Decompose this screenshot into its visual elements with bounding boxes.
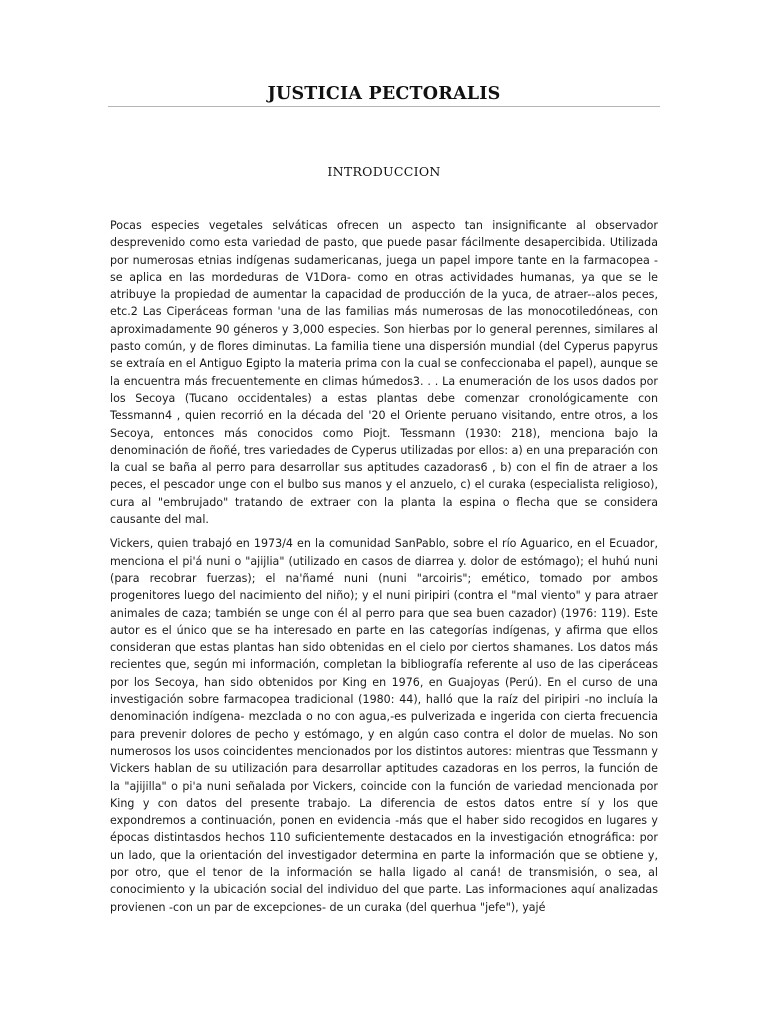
body-text — [110, 217, 658, 923]
document-title: JUSTICIA PECTORALIS — [267, 84, 501, 104]
title-divider — [108, 106, 660, 107]
paragraph: Pocas especies vegetales selváticas ofrecen un aspecto tan insignificante al observador desprevenido como esta variedad de pasto, que puede pasar fácilmente desapercibida. Utilizada por numerosas etnias indígenas sudamericanas, juega un papel impore tante en la farmacopea -se aplica en las mordeduras de V1Dora- como en otras actividades humanas, ya que se le atribuye la propiedad de aumentar la capacidad de producción de la yuca, de atraer--alos peces, etc.2 Las Ciperáceas forman 'una de las familias más numerosas de las monocotiledóneas, con aproximadamente 90 géneros y 3,000 especies. Son hierbas por lo general perennes, similares al pasto común, y de flores diminutas. La familia tiene una dispersión mundial (del Cyperus papyrus se extraía en el Antiguo Egipto la materia prima con la cual se confeccionaba el papel), aunque se la encuentra más frecuentemente en climas húmedos3. . . La enumeración de los usos dados por los Secoya (Tucano occidentales) a estas plantas debe comenzar cronológicamente con Tessmann4 , quien recorrió en la década del '20 el Oriente peruano visitando, entre otros, a los Secoya, entonces más conocidos como Piojt. Tessmann (1930: 218), menciona bajo la denominación de ñoñé, tres variedades de Cyperus utilizadas por ellos: a) en una preparación con la cual se baña al perro para desarrollar sus aptitudes cazadoras6 , b) con el fin de atraer a los peces, el pescador unge con el bulbo sus manos y el anzuelo, c) el curaka (especialista religioso), cura al "embrujado" tratando de extraer con la planta la espina o flecha que se considera causante del mal. — [110, 219, 658, 527]
section-heading: INTRODUCCION — [327, 164, 441, 179]
paragraph: Vickers, quien trabajó en 1973/4 en la comunidad SanPablo, sobre el río Aguarico, en el Ecuador, menciona el pi'á nuni o "ajijlia" (utilizado en casos de diarrea y. dolor de estómago); el huhú nuni (para recobrar fuerzas); el na'ñamé nuni (nuni "arcoiris"; emético, tomado por ambos progenitores luego del nacimiento del niño); y el nuni piripiri (contra el "mal viento" y para atraer animales de caza; también se unge con él al perro para que sea buen cazador) (1976: 119). Este autor es el único que se ha interesado en parte en las categorías indígenas, y afirma que ellos consideran que estas plantas han sido obtenidas en el cielo por ciertos shamanes. Los datos más recientes que, según mi información, completan la bibliografía referente al uso de las ciperáceas por los Secoya, han sido obtenidos por King en 1976, en Guajoyas (Perú). En el curso de una investigación sobre farmacopea tradicional (1980: 44), halló que la raíz del piripiri -no incluía la denominación indígena- mezclada o no con agua,-es pulverizada e ingerida con cierta frecuencia para prevenir dolores de pecho y estómago, y en algún caso contra el dolor de muelas. No son numerosos los usos coincidentes mencionados por los distintos autores: mientras que Tessmann y Vickers hablan de su utilización para desarrollar aptitudes cazadoras en los perros, la función de la "ajijilla" o pi'a nuni señalada por Vickers, coincide con la función de variedad mencionada por King y con datos del presente trabajo. La diferencia de estos datos entre sí y los que expondremos a continuación, ponen en evidencia -más que el haber sido recogidos en lugares y épocas distintasdos hechos 110 suficientemente destacados en la investigación etnográfica: por un lado, que la orientación del investigador determina en parte la información que se obtiene y, por otro, que el tenor de la información se halla ligado al caná! de transmisión, o sea, al conocimiento y la ubicación social del individuo del que parte. Las informaciones aquí analizadas provienen -con un par de excepciones- de un curaka (del querhua "jefe"), yajé — [110, 537, 658, 914]
